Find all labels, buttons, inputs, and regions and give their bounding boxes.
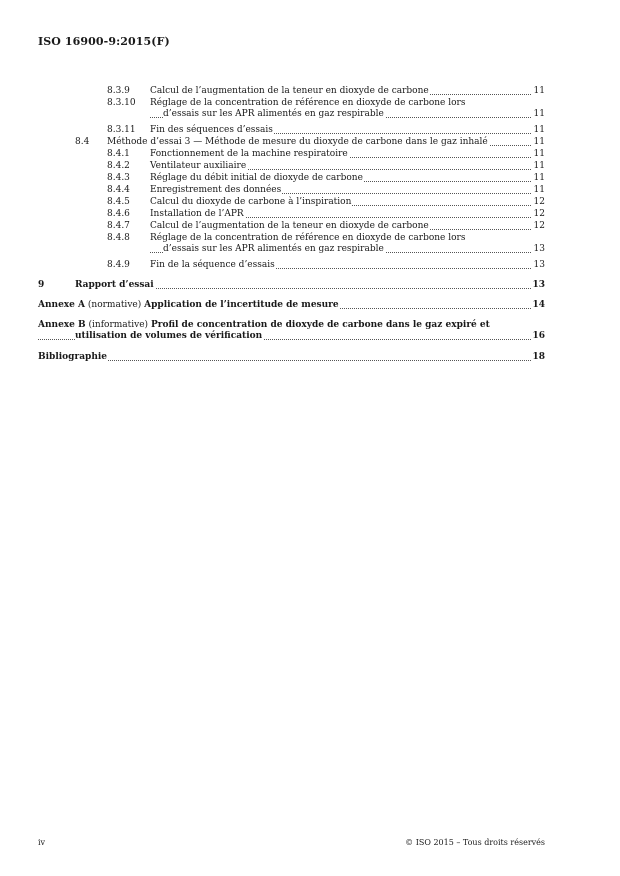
- toc-entry-annex-a[interactable]: [38, 300, 545, 311]
- toc-page: 11: [533, 173, 545, 183]
- toc-page: 18: [532, 352, 545, 362]
- toc-entry-8-4[interactable]: [107, 137, 545, 148]
- toc-page: 13: [532, 280, 545, 290]
- toc-number: 8.4.6: [107, 209, 130, 219]
- toc-title: Calcul de l’augmentation de la teneur en dioxyde de carbone: [150, 86, 429, 96]
- toc-page: 16: [532, 331, 545, 341]
- toc-number: 8.3.10: [107, 98, 136, 108]
- toc-title: Calcul du dioxyde de carbone à l’inspiration: [150, 197, 352, 207]
- toc-entry-8-3-9[interactable]: [150, 86, 545, 97]
- toc-title: Fin de la séquence d’essais: [150, 260, 275, 270]
- toc-title: Réglage du débit initial de dioxyde de carbone: [150, 173, 363, 183]
- toc-page: 11: [533, 86, 545, 96]
- toc-entry-8-4-2[interactable]: [150, 161, 545, 172]
- toc-title-line2: d’essais sur les APR alimentés en gaz respirable: [163, 109, 384, 119]
- toc-number: 8.4.7: [107, 221, 130, 231]
- toc-entry-9[interactable]: [75, 280, 545, 291]
- footer-copyright: © ISO 2015 – Tous droits réservés: [405, 838, 545, 847]
- toc-entry-8-4-5[interactable]: [150, 197, 545, 208]
- toc-page: 11: [533, 161, 545, 171]
- toc-title-line1: Profil de concentration de dioxyde de carbone dans le gaz expiré et: [150, 320, 490, 330]
- toc-number: 8.3.11: [107, 125, 136, 135]
- annex-label: Annexe B: [38, 320, 86, 330]
- toc-number: 8.4: [75, 137, 90, 147]
- toc-page: 12: [533, 197, 545, 207]
- toc-page: 13: [533, 244, 545, 254]
- toc-page: 11: [533, 137, 545, 147]
- toc-page: 11: [533, 125, 545, 135]
- toc-number: 9: [38, 280, 45, 290]
- toc-title: Rapport d’essai: [75, 280, 154, 290]
- toc-entry-8-4-9[interactable]: [150, 260, 545, 271]
- toc-number: 8.4.3: [107, 173, 130, 183]
- toc-page: 11: [533, 185, 545, 195]
- toc-title-line1: Réglage de la concentration de référence en dioxyde de carbone lors: [150, 98, 466, 108]
- toc-entry-8-3-10[interactable]: [150, 98, 545, 120]
- toc-title: Application de l’incertitude de mesure: [144, 300, 339, 310]
- toc-title: Installation de l’APR: [150, 209, 244, 219]
- toc-page: 11: [533, 109, 545, 119]
- toc-number: 8.3.9: [107, 86, 130, 96]
- toc-entry-8-4-1[interactable]: [150, 149, 545, 160]
- toc-number: 8.4.8: [107, 233, 130, 243]
- footer-page-number: iv: [38, 838, 46, 847]
- toc-entry-8-4-7[interactable]: [150, 221, 545, 232]
- toc-number: 8.4.4: [107, 185, 130, 195]
- toc-number: 8.4.2: [107, 161, 130, 171]
- toc-entry-8-4-3[interactable]: [150, 173, 545, 184]
- toc-title: Calcul de l’augmentation de la teneur en dioxyde de carbone: [150, 221, 429, 231]
- toc-entry-bibliography[interactable]: [38, 352, 545, 363]
- annex-type: (informative): [88, 320, 149, 330]
- toc-number: 8.4.9: [107, 260, 130, 270]
- toc-title: Ventilateur auxiliaire: [150, 161, 247, 171]
- toc-page: 14: [532, 300, 545, 310]
- toc-title: Enregistrement des données: [150, 185, 282, 195]
- toc-title-line2: d’essais sur les APR alimentés en gaz respirable: [163, 244, 384, 254]
- annex-label: Annexe A: [38, 300, 86, 310]
- toc-title: Méthode d’essai 3 — Méthode de mesure du dioxyde de carbone dans le gaz inhalé: [107, 137, 488, 147]
- toc-title: Bibliographie: [38, 352, 108, 362]
- toc-page: 12: [533, 221, 545, 231]
- annex-type: (normative): [87, 300, 142, 310]
- toc-title: Fin des séquences d’essais: [150, 125, 273, 135]
- toc-page: 11: [533, 149, 545, 159]
- toc-page: 12: [533, 209, 545, 219]
- toc-entry-8-3-11[interactable]: [150, 125, 545, 136]
- toc-entry-annex-b[interactable]: [38, 320, 545, 342]
- toc-number: 8.4.5: [107, 197, 130, 207]
- document-header: ISO 16900-9:2015(F): [38, 35, 170, 48]
- toc-entry-8-4-6[interactable]: [150, 209, 545, 220]
- toc-title-line1: Réglage de la concentration de référence en dioxyde de carbone lors: [150, 233, 466, 243]
- toc-entry-8-4-4[interactable]: [150, 185, 545, 196]
- toc-page: 13: [533, 260, 545, 270]
- toc-title: Fonctionnement de la machine respiratoire: [150, 149, 348, 159]
- toc-entry-8-4-8[interactable]: [150, 233, 545, 255]
- toc-number: 8.4.1: [107, 149, 130, 159]
- toc-title-line2: utilisation de volumes de vérification: [75, 331, 263, 341]
